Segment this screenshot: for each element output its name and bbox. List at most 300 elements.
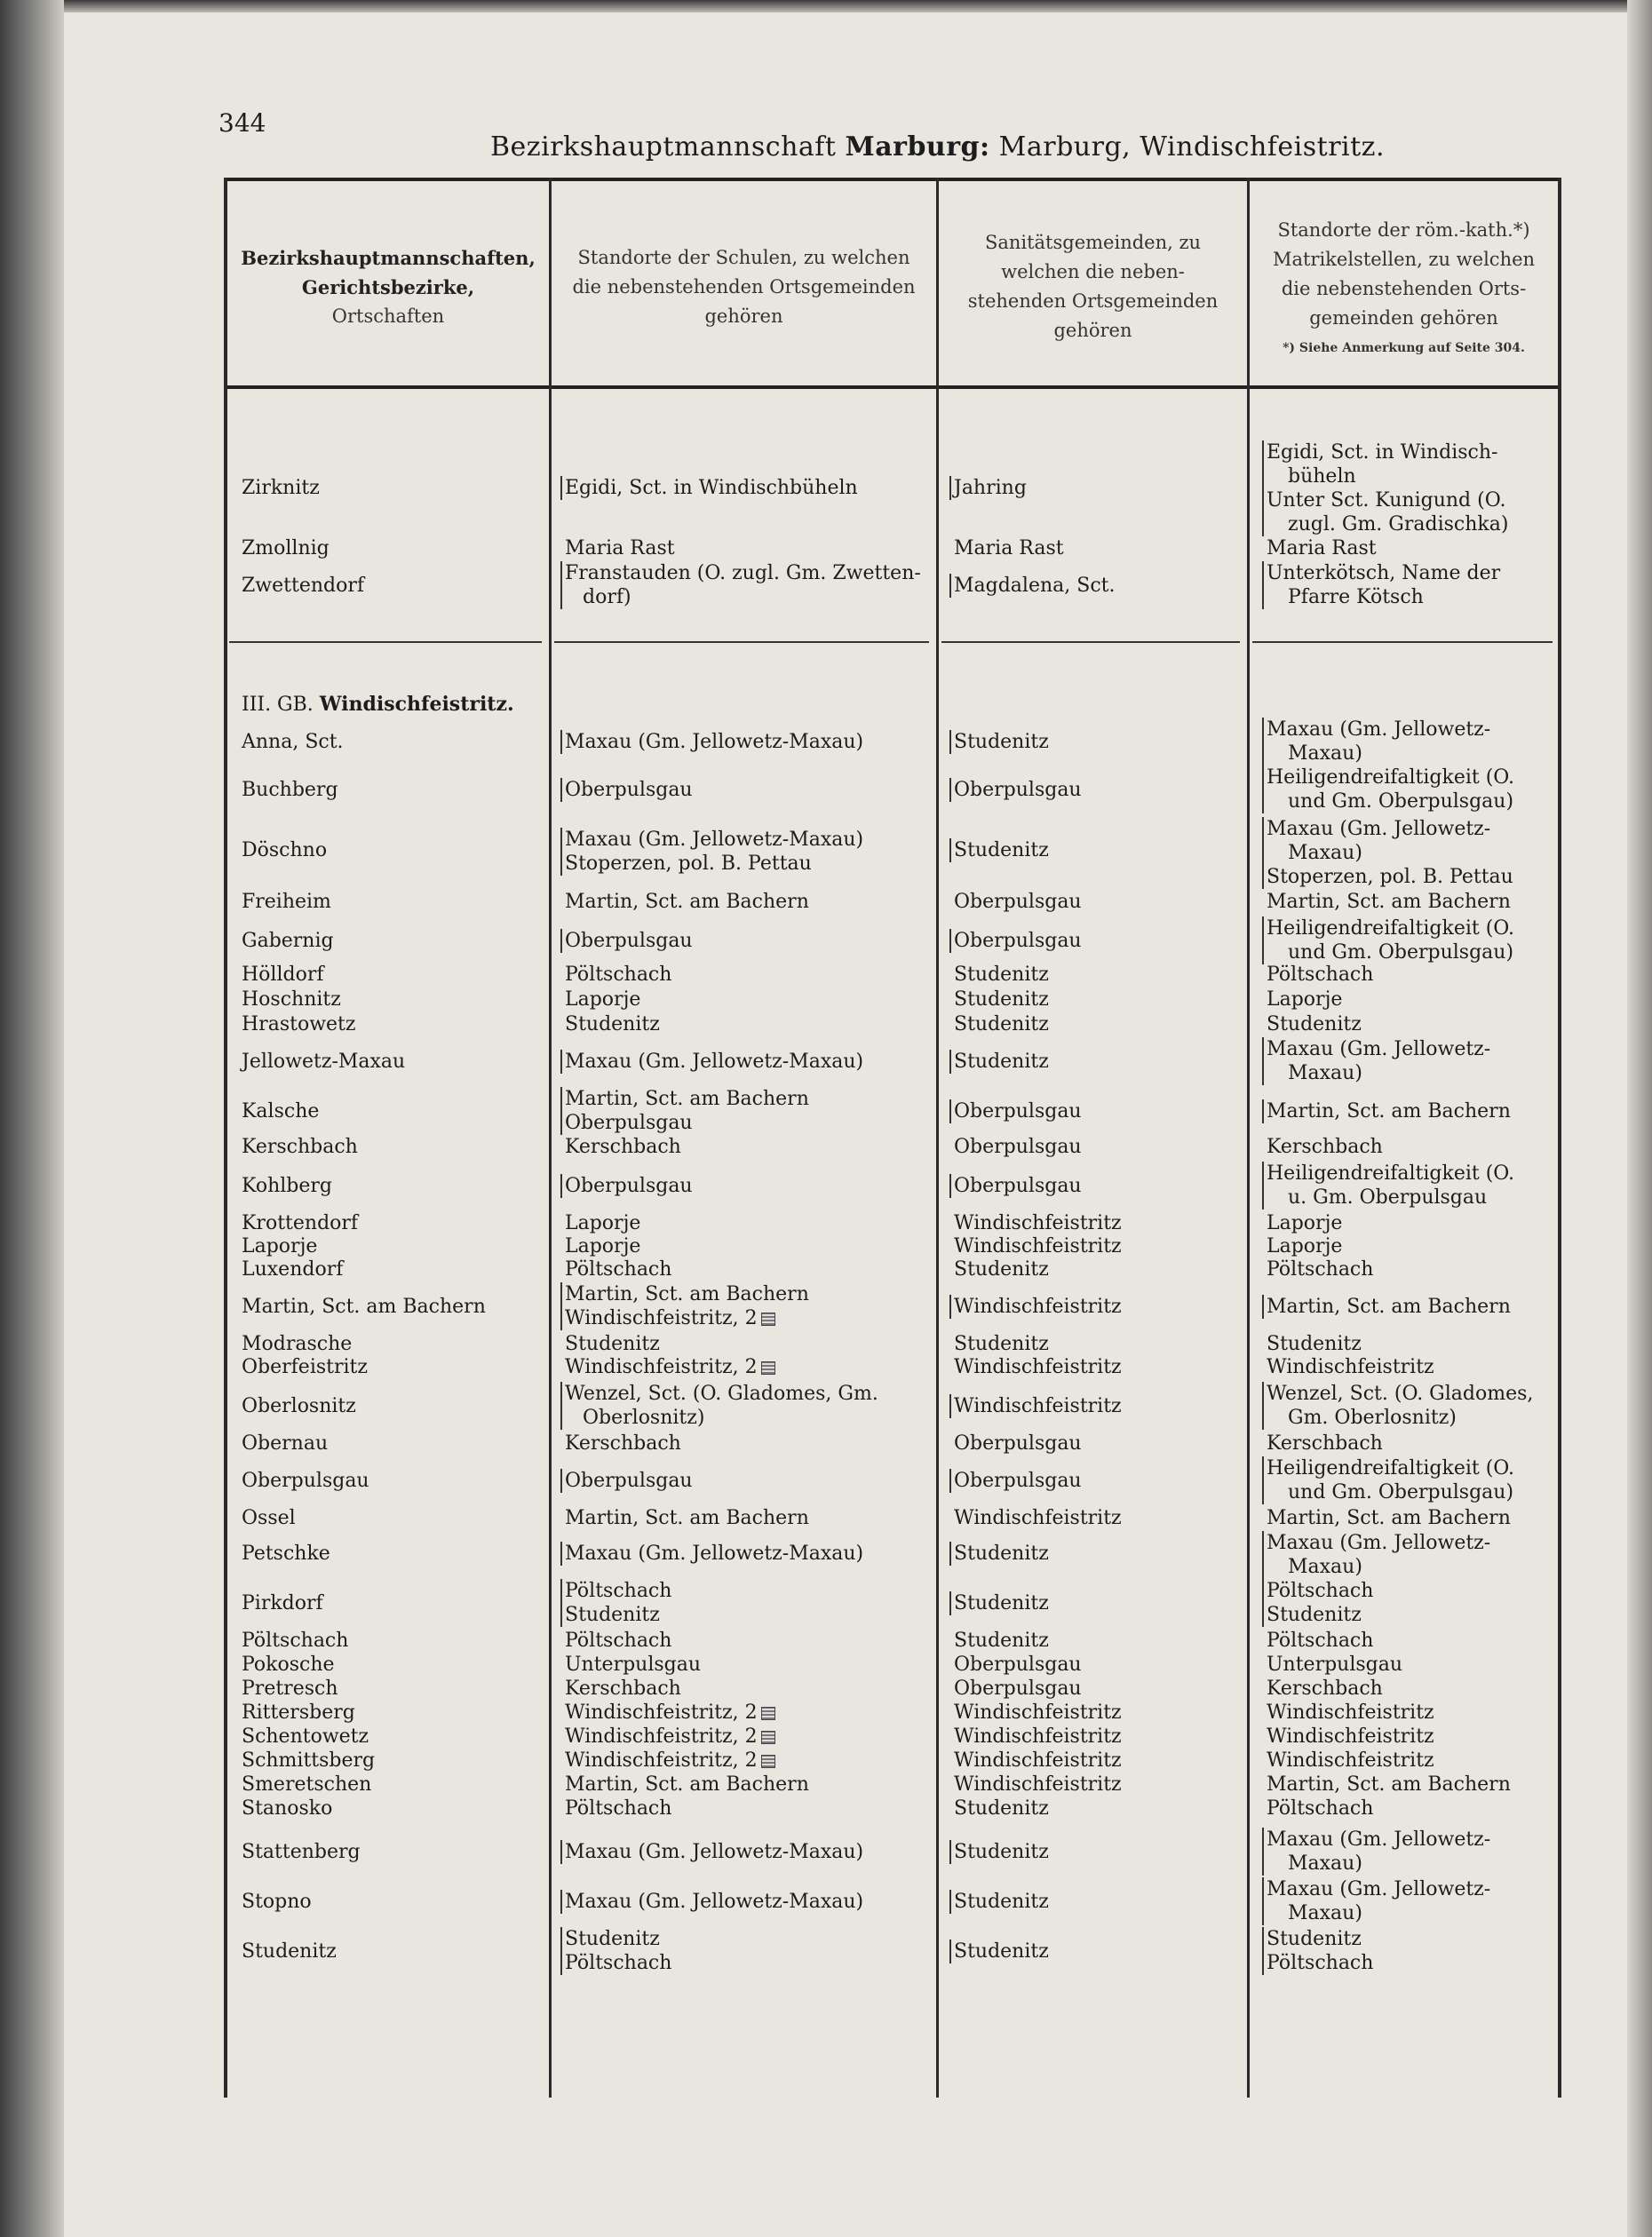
- matrikel-cell: [1267, 1135, 1564, 1159]
- place-name: Pokosche: [242, 1654, 335, 1676]
- sanitary-line: Studenitz: [954, 1630, 1049, 1652]
- matrikel-cell: [1262, 916, 1564, 964]
- matrikel-line: Windischfeistritz: [1267, 1725, 1434, 1748]
- place-name: Schentowetz: [242, 1725, 369, 1748]
- school-line: Pöltschach: [565, 964, 672, 986]
- matrikel-line: Kerschbach: [1267, 1678, 1383, 1700]
- school-line: Laporje: [565, 988, 641, 1011]
- header-col1-line3: Ortschaften: [331, 305, 445, 327]
- sanitary-cell: [954, 1677, 1247, 1701]
- place-name: Petschke: [242, 1543, 330, 1565]
- school-line: Martin, Sct. am Bachern: [565, 1507, 809, 1529]
- sanitary-cell: [949, 574, 1247, 598]
- sanitary-line: Oberpulsgau: [954, 930, 1082, 952]
- sanitary-line: Studenitz: [954, 1592, 1049, 1614]
- header-col-places: [227, 188, 549, 385]
- sanitary-cell: [949, 1890, 1247, 1914]
- column-divider-1: [549, 178, 552, 2098]
- railway-station-icon: [761, 1731, 775, 1744]
- sanitary-cell: [954, 1332, 1247, 1356]
- sanitary-line: Windischfeistritz: [954, 1296, 1122, 1318]
- sanitary-line: Studenitz: [954, 839, 1049, 861]
- school-cell: [560, 1542, 938, 1566]
- sanitary-line: Studenitz: [954, 1940, 1049, 1963]
- school-cell: [560, 1840, 938, 1864]
- sanitary-line: Windischfeistritz: [954, 1773, 1122, 1796]
- school-cell: [565, 1725, 938, 1749]
- matrikel-line: Maria Rast: [1267, 537, 1377, 559]
- matrikel-line: Maxau): [1288, 842, 1362, 864]
- sanitary-line: Studenitz: [954, 964, 1049, 986]
- school-line: Wenzel, Sct. (O. Gladomes, Gm.: [565, 1383, 878, 1405]
- school-cell: [560, 1174, 938, 1198]
- place-name: Oberfeistritz: [242, 1356, 368, 1378]
- sanitary-line: Studenitz: [954, 1258, 1049, 1281]
- matrikel-line: Pöltschach: [1267, 1258, 1374, 1281]
- school-cell: [565, 1797, 938, 1821]
- place-name: Studenitz: [242, 1940, 337, 1963]
- school-line: Kerschbach: [565, 1432, 681, 1455]
- sanitary-line: Windischfeistritz: [954, 1507, 1122, 1529]
- school-cell: [565, 1701, 938, 1725]
- place-name: Hrastowetz: [242, 1013, 356, 1035]
- school-line: [565, 1355, 938, 1379]
- matrikel-line: Maxau): [1288, 1902, 1362, 1924]
- sanitary-line: Oberpulsgau: [954, 779, 1082, 801]
- sanitary-cell: [954, 1234, 1247, 1258]
- matrikel-cell: [1262, 817, 1564, 889]
- matrikel-cell: [1267, 1332, 1564, 1356]
- school-cell: [560, 1469, 938, 1493]
- school-cell: [560, 1050, 938, 1074]
- sanitary-line: Windischfeistritz: [954, 1212, 1122, 1234]
- place-name: Laporje: [242, 1235, 318, 1257]
- school-cell: [565, 963, 938, 987]
- matrikel-cell: [1267, 1012, 1564, 1036]
- school-line: Pöltschach: [565, 1797, 672, 1820]
- matrikel-line: Heiligendreifaltigkeit (O.: [1267, 1457, 1515, 1479]
- place-name: Zwettendorf: [242, 575, 364, 597]
- matrikel-line: Maxau (Gm. Jellowetz-: [1267, 1038, 1491, 1060]
- school-line-text: Windischfeistritz, 2: [565, 1749, 758, 1772]
- school-line-text: Windischfeistritz, 2: [565, 1307, 758, 1329]
- matrikel-line: Laporje: [1267, 1212, 1343, 1234]
- sanitary-line: Oberpulsgau: [954, 891, 1082, 913]
- school-line: [565, 1749, 938, 1773]
- sanitary-line: Studenitz: [954, 1841, 1049, 1863]
- header-col4-line4: gemeinden gehören: [1309, 307, 1498, 329]
- matrikel-cell: [1262, 1295, 1564, 1319]
- school-line: Studenitz: [565, 1013, 660, 1035]
- sanitary-cell: [949, 730, 1247, 754]
- sanitary-cell: [949, 778, 1247, 802]
- matrikel-line: Studenitz: [1267, 1928, 1362, 1950]
- sanitary-line: Studenitz: [954, 1543, 1049, 1565]
- matrikel-line: Pöltschach: [1267, 1797, 1374, 1820]
- header-col-matrikel: [1250, 188, 1558, 385]
- school-cell: [565, 1629, 938, 1653]
- school-line-text: Windischfeistritz, 2: [565, 1725, 758, 1748]
- school-cell: [560, 778, 938, 802]
- place-name: Pretresch: [242, 1678, 338, 1700]
- running-head: [490, 131, 1385, 163]
- header-col3-line2: welchen die neben-: [1001, 261, 1185, 282]
- place-name: Martin, Sct. am Bachern: [242, 1296, 486, 1318]
- place-name: Schmittsberg: [242, 1749, 376, 1772]
- school-line: Egidi, Sct. in Windischbüheln: [565, 477, 858, 499]
- place-name: Zirknitz: [242, 477, 320, 499]
- sanitary-cell: [949, 838, 1247, 862]
- sanitary-cell: [949, 1940, 1247, 1963]
- school-cell: [560, 1890, 938, 1914]
- matrikel-cell: [1267, 1506, 1564, 1530]
- sanitary-line: Windischfeistritz: [954, 1702, 1122, 1724]
- sanitary-cell: [949, 1591, 1247, 1615]
- matrikel-cell: [1267, 890, 1564, 914]
- matrikel-cell: [1262, 440, 1564, 536]
- sanitary-line: Oberpulsgau: [954, 1175, 1082, 1197]
- matrikel-line: und Gm. Oberpulsgau): [1288, 1481, 1514, 1503]
- table-header-rule: [224, 385, 1561, 389]
- school-line: Maxau (Gm. Jellowetz-Maxau): [565, 1543, 864, 1565]
- matrikel-cell: [1267, 1629, 1564, 1653]
- school-line: Oberpulsgau: [565, 1175, 693, 1197]
- school-line: Kerschbach: [565, 1136, 681, 1158]
- scan-top-edge: [64, 0, 1627, 12]
- matrikel-line: Windischfeistritz: [1267, 1702, 1434, 1724]
- matrikel-cell: [1262, 1531, 1564, 1579]
- school-line: Martin, Sct. am Bachern: [565, 891, 809, 913]
- matrikel-cell: [1262, 1828, 1564, 1876]
- sanitary-cell: [949, 1174, 1247, 1198]
- matrikel-line: Heiligendreifaltigkeit (O.: [1267, 917, 1515, 940]
- matrikel-cell: [1267, 988, 1564, 1011]
- matrikel-cell: [1267, 1701, 1564, 1725]
- sanitary-cell: [954, 988, 1247, 1011]
- header-col4-line3: die nebenstehenden Orts-: [1281, 278, 1527, 299]
- matrikel-line: Pöltschach: [1267, 1580, 1374, 1602]
- matrikel-line: Unterpulsgau: [1267, 1654, 1403, 1676]
- gb-heading: [242, 693, 514, 716]
- school-line: dorf): [583, 586, 631, 608]
- matrikel-cell: [1267, 1797, 1564, 1821]
- place-name: Pirkdorf: [242, 1592, 323, 1614]
- school-cell: [565, 1257, 938, 1281]
- school-cell: [560, 929, 938, 953]
- school-cell: [565, 1355, 938, 1379]
- matrikel-line: Kerschbach: [1267, 1136, 1383, 1158]
- school-cell: [565, 1773, 938, 1797]
- matrikel-line: Maxau (Gm. Jellowetz-: [1267, 718, 1491, 741]
- header-col4-line2: Matrikelstellen, zu welchen: [1272, 249, 1536, 270]
- school-cell: [560, 1087, 938, 1135]
- place-name: Jellowetz-Maxau: [242, 1051, 406, 1073]
- sanitary-cell: [954, 963, 1247, 987]
- sanitary-line: Studenitz: [954, 1051, 1049, 1073]
- sanitary-line: Oberpulsgau: [954, 1470, 1082, 1492]
- school-line: Pöltschach: [565, 1258, 672, 1281]
- school-cell: [560, 1382, 938, 1430]
- running-head-suffix: Marburg, Windischfeistritz.: [998, 131, 1386, 163]
- matrikel-line: Stoperzen, pol. B. Pettau: [1267, 866, 1513, 888]
- sanitary-cell: [949, 1050, 1247, 1074]
- sanitary-cell: [954, 1355, 1247, 1379]
- school-line: Oberpulsgau: [565, 1112, 693, 1134]
- school-line-text: Windischfeistritz, 2: [565, 1702, 758, 1724]
- matrikel-line: Maxau (Gm. Jellowetz-: [1267, 1532, 1491, 1554]
- sanitary-cell: [954, 1749, 1247, 1773]
- matrikel-line: Heiligendreifaltigkeit (O.: [1267, 1162, 1515, 1185]
- school-line-text: Windischfeistritz, 2: [565, 1356, 758, 1378]
- matrikel-line: büheln: [1288, 465, 1356, 488]
- matrikel-cell: [1262, 561, 1564, 609]
- section-separator-col3: [941, 641, 1240, 643]
- matrikel-line: Martin, Sct. am Bachern: [1267, 891, 1511, 913]
- matrikel-line: Maxau): [1288, 1062, 1362, 1084]
- railway-station-icon: [761, 1755, 775, 1768]
- sanitary-line: Jahring: [954, 477, 1027, 499]
- school-line: Oberpulsgau: [565, 1470, 693, 1492]
- place-name: Gabernig: [242, 930, 334, 952]
- matrikel-cell: [1262, 1382, 1564, 1430]
- place-name: Obernau: [242, 1432, 329, 1455]
- header-col2-line1: Standorte der Schulen, zu welchen: [577, 246, 910, 268]
- sanitary-cell: [954, 1432, 1247, 1456]
- matrikel-line: und Gm. Oberpulsgau): [1288, 941, 1514, 964]
- sanitary-line: Studenitz: [954, 1333, 1049, 1355]
- gb-prefix: III. GB.: [242, 694, 314, 716]
- matrikel-cell: [1267, 963, 1564, 987]
- gb-name: Windischfeistritz.: [319, 693, 514, 716]
- sanitary-line: Oberpulsgau: [954, 1678, 1082, 1700]
- matrikel-line: Martin, Sct. am Bachern: [1267, 1100, 1511, 1122]
- sanitary-line: Windischfeistritz: [954, 1749, 1122, 1772]
- matrikel-line: Windischfeistritz: [1267, 1749, 1434, 1772]
- running-head-district: Marburg:: [845, 131, 990, 163]
- book-binding-left: [0, 0, 64, 2237]
- place-name: Döschno: [242, 839, 328, 861]
- school-cell: [560, 828, 938, 876]
- sanitary-cell: [954, 1506, 1247, 1530]
- matrikel-cell: [1267, 536, 1564, 560]
- matrikel-line: Martin, Sct. am Bachern: [1267, 1773, 1511, 1796]
- railway-station-icon: [761, 1707, 775, 1720]
- school-cell: [560, 1282, 938, 1330]
- place-name: Hölldorf: [242, 964, 324, 986]
- matrikel-cell: [1262, 765, 1564, 813]
- header-col1-line2: Gerichtsbezirke,: [301, 275, 475, 298]
- place-name: Kalsche: [242, 1100, 320, 1122]
- sanitary-cell: [954, 890, 1247, 914]
- header-col1-line1: Bezirkshauptmannschaften,: [241, 246, 536, 269]
- matrikel-cell: [1267, 1725, 1564, 1749]
- school-cell: [565, 988, 938, 1011]
- header-col-sanitary: [939, 188, 1247, 385]
- sanitary-cell: [949, 476, 1247, 500]
- matrikel-line: Laporje: [1267, 988, 1343, 1011]
- matrikel-line: Unterkötsch, Name der: [1267, 562, 1501, 584]
- school-cell: [565, 1506, 938, 1530]
- matrikel-cell: [1267, 1677, 1564, 1701]
- header-col3-line3: stehenden Ortsgemeinden: [967, 290, 1219, 312]
- place-name: Luxendorf: [242, 1258, 344, 1281]
- matrikel-line: Unter Sct. Kunigund (O.: [1267, 489, 1506, 512]
- matrikel-line: Maxau): [1288, 1852, 1362, 1875]
- sanitary-line: Studenitz: [954, 731, 1049, 753]
- matrikel-line: Maxau (Gm. Jellowetz-: [1267, 818, 1491, 840]
- place-name: Krottendorf: [242, 1212, 359, 1234]
- sanitary-cell: [949, 1840, 1247, 1864]
- school-cell: [565, 1012, 938, 1036]
- matrikel-line: Pöltschach: [1267, 1630, 1374, 1652]
- school-line: Laporje: [565, 1212, 641, 1234]
- school-line: Franstauden (O. zugl. Gm. Zwetten-: [565, 562, 921, 584]
- place-name: Zmollnig: [242, 537, 330, 559]
- sanitary-line: Oberpulsgau: [954, 1432, 1082, 1455]
- place-name: Stanosko: [242, 1797, 333, 1820]
- matrikel-line: Pfarre Kötsch: [1288, 586, 1424, 608]
- header-col4-line1: Standorte der röm.-kath.*): [1277, 219, 1530, 241]
- sanitary-line: Magdalena, Sct.: [954, 575, 1116, 597]
- place-name: Ossel: [242, 1507, 296, 1529]
- sanitary-cell: [954, 1653, 1247, 1677]
- sanitary-line: Studenitz: [954, 1797, 1049, 1820]
- sanitary-cell: [954, 1211, 1247, 1235]
- matrikel-line: Studenitz: [1267, 1013, 1362, 1035]
- matrikel-line: Maxau): [1288, 1556, 1362, 1578]
- matrikel-line: Maxau (Gm. Jellowetz-: [1267, 1828, 1491, 1851]
- place-name: Oberpulsgau: [242, 1470, 369, 1492]
- header-col3-line4: gehören: [1053, 320, 1132, 341]
- school-line: Martin, Sct. am Bachern: [565, 1088, 809, 1110]
- matrikel-cell: [1262, 718, 1564, 765]
- place-name: Oberlosnitz: [242, 1395, 356, 1417]
- section-separator-col1: [229, 641, 542, 643]
- matrikel-cell: [1262, 1456, 1564, 1504]
- school-cell: [565, 1653, 938, 1677]
- place-name: Modrasche: [242, 1333, 353, 1355]
- matrikel-line: Kerschbach: [1267, 1432, 1383, 1455]
- school-line: Oberpulsgau: [565, 779, 693, 801]
- sanitary-cell: [949, 1394, 1247, 1418]
- matrikel-cell: [1267, 1211, 1564, 1235]
- matrikel-line: Laporje: [1267, 1235, 1343, 1257]
- header-col4-footnote: *) Siehe Anmerkung auf Seite 304.: [1283, 341, 1525, 355]
- matrikel-cell: [1262, 1927, 1564, 1975]
- place-name: Stopno: [242, 1891, 312, 1913]
- matrikel-cell: [1267, 1653, 1564, 1677]
- matrikel-line: und Gm. Oberpulsgau): [1288, 790, 1514, 813]
- place-name: Anna, Sct.: [242, 731, 344, 753]
- school-line: Pöltschach: [565, 1580, 672, 1602]
- sanitary-cell: [954, 1725, 1247, 1749]
- section-separator-col2: [554, 641, 929, 643]
- sanitary-cell: [954, 1701, 1247, 1725]
- book-binding-right: [1627, 0, 1652, 2237]
- matrikel-line: Studenitz: [1267, 1604, 1362, 1626]
- matrikel-line: Egidi, Sct. in Windisch-: [1267, 441, 1498, 464]
- matrikel-cell: [1267, 1749, 1564, 1773]
- matrikel-cell: [1267, 1355, 1564, 1379]
- sanitary-cell: [954, 1773, 1247, 1797]
- sanitary-cell: [954, 536, 1247, 560]
- school-cell: [560, 1927, 938, 1975]
- place-name: Kerschbach: [242, 1136, 358, 1158]
- school-line: Studenitz: [565, 1604, 660, 1626]
- school-cell: [560, 476, 938, 500]
- sanitary-line: Oberpulsgau: [954, 1654, 1082, 1676]
- sanitary-line: Windischfeistritz: [954, 1725, 1122, 1748]
- matrikel-line: Maxau): [1288, 742, 1362, 765]
- page-number: 344: [218, 108, 266, 138]
- school-cell: [560, 730, 938, 754]
- school-cell: [565, 1135, 938, 1159]
- sanitary-line: Maria Rast: [954, 537, 1064, 559]
- matrikel-line: u. Gm. Oberpulsgau: [1288, 1186, 1488, 1209]
- school-cell: [565, 1211, 938, 1235]
- sanitary-cell: [949, 1099, 1247, 1123]
- matrikel-line: Maxau (Gm. Jellowetz-: [1267, 1878, 1491, 1900]
- school-cell: [565, 1749, 938, 1773]
- header-col-schools: [552, 188, 936, 385]
- railway-station-icon: [761, 1313, 775, 1326]
- matrikel-line: Heiligendreifaltigkeit (O.: [1267, 766, 1515, 789]
- school-line: Martin, Sct. am Bachern: [565, 1283, 809, 1305]
- school-line: Kerschbach: [565, 1678, 681, 1700]
- matrikel-cell: [1262, 1162, 1564, 1210]
- school-line: Oberlosnitz): [583, 1407, 705, 1429]
- matrikel-cell: [1267, 1234, 1564, 1258]
- header-col2-line2: die nebenstehenden Ortsgemeinden: [572, 275, 916, 297]
- sanitary-line: Studenitz: [954, 988, 1049, 1011]
- matrikel-line: Martin, Sct. am Bachern: [1267, 1507, 1511, 1529]
- sanitary-cell: [954, 1257, 1247, 1281]
- header-col3-line1: Sanitätsgemeinden, zu: [984, 232, 1202, 253]
- school-line: Martin, Sct. am Bachern: [565, 1773, 809, 1796]
- sanitary-cell: [949, 1469, 1247, 1493]
- matrikel-line: Pöltschach: [1267, 964, 1374, 986]
- sanitary-line: Windischfeistritz: [954, 1356, 1122, 1378]
- place-name: Hoschnitz: [242, 988, 341, 1011]
- matrikel-cell: [1262, 1099, 1564, 1123]
- place-name: Pöltschach: [242, 1630, 349, 1652]
- matrikel-cell: [1267, 1432, 1564, 1456]
- school-line: Studenitz: [565, 1333, 660, 1355]
- matrikel-cell: [1267, 1257, 1564, 1281]
- school-cell: [565, 1234, 938, 1258]
- header-col2-line3: gehören: [704, 305, 783, 327]
- matrikel-line: Windischfeistritz: [1267, 1356, 1434, 1378]
- table-left-border: [224, 178, 227, 2098]
- place-name: Smeretschen: [242, 1773, 372, 1796]
- railway-station-icon: [761, 1361, 775, 1375]
- sanitary-cell: [954, 1135, 1247, 1159]
- school-cell: [560, 1579, 938, 1627]
- place-name: Buchberg: [242, 779, 338, 801]
- sanitary-cell: [954, 1797, 1247, 1821]
- school-line: Maria Rast: [565, 537, 675, 559]
- sanitary-cell: [949, 1542, 1247, 1566]
- sanitary-line: Studenitz: [954, 1891, 1049, 1913]
- school-cell: [565, 1332, 938, 1356]
- school-line: Maxau (Gm. Jellowetz-Maxau): [565, 731, 864, 753]
- school-line: Pöltschach: [565, 1630, 672, 1652]
- school-line: [565, 1701, 938, 1725]
- section-separator-col4: [1252, 641, 1553, 643]
- matrikel-cell: [1262, 1037, 1564, 1085]
- matrikel-line: Studenitz: [1267, 1333, 1362, 1355]
- matrikel-cell: [1262, 1877, 1564, 1925]
